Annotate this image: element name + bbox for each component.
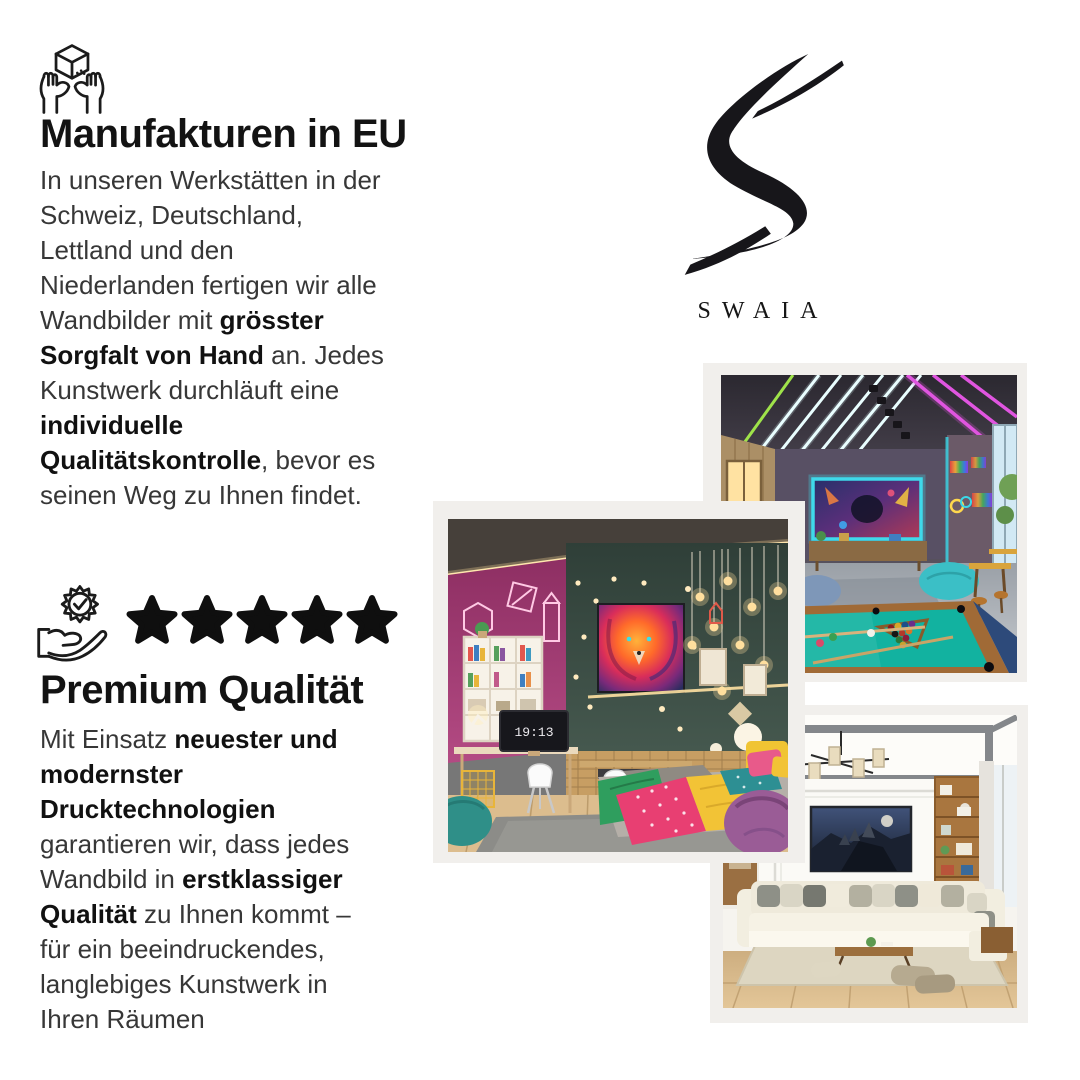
star-icon: [181, 594, 233, 644]
star-icon: [346, 594, 398, 644]
hands-holding-box-icon: [34, 38, 110, 120]
wolf-canvas-art: [811, 807, 911, 871]
lion-canvas-art: [598, 604, 684, 692]
star-icon: [291, 594, 343, 644]
manufacturing-text: In unseren Werkstätten in der Schweiz, Deutschland, Lettland und den Niederlanden fertigen wir alle Wandbilder mit grösster Sorgfalt von Hand an. Jedes Kunstwerk durchläuft eine individuelle Qualitätskontrolle, bevor es seinen Weg zu Ihnen findet.: [40, 165, 384, 510]
premium-text: Mit Einsatz neuester und modernster Drucktechnologien garantieren wir, dass jedes Wandbild in erstklassiger Qualität zu Ihnen kommt – für ein beeindruckendes, langlebiges Kunstwerk in Ihren Räumen: [40, 724, 351, 1034]
star-icon: [236, 594, 288, 644]
five-star-rating: [126, 594, 398, 644]
manufacturing-title: Manufakturen in EU: [40, 112, 407, 156]
quality-badge-hand-icon: [32, 576, 116, 666]
photo-card-teen-bedroom: [433, 501, 805, 863]
teen-bedroom-lion-canvas-photo: [448, 519, 788, 852]
monitor-clock: 19:13: [514, 725, 554, 740]
premium-title: Premium Qualität: [40, 668, 364, 712]
star-icon: [126, 594, 178, 644]
brand-wordmark: SWAIA: [697, 298, 829, 324]
calligraphic-s-icon: [648, 40, 860, 302]
